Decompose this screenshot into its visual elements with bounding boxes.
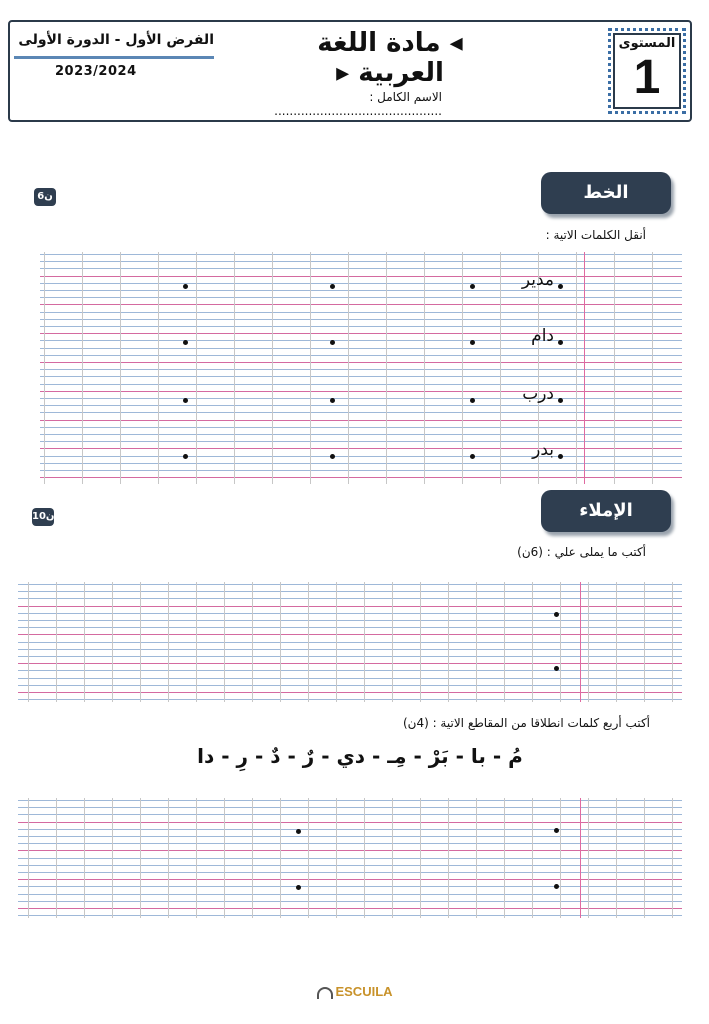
grid-column-line: [224, 798, 225, 918]
grid-column-line: [280, 798, 281, 918]
ruled-line: [40, 456, 682, 457]
bullet-dot: [554, 884, 559, 889]
bullet-dot: [183, 454, 188, 459]
ruled-paper-syllables[interactable]: [18, 798, 682, 918]
bullet-dot: [330, 284, 335, 289]
ruled-line: [40, 326, 682, 327]
ruled-line: [18, 649, 682, 650]
bullet-dot: [470, 340, 475, 345]
ruled-line: [18, 613, 682, 614]
grid-column-line: [588, 582, 589, 702]
bullet-dot: [558, 284, 563, 289]
section-heading-dictation: الإملاء: [541, 490, 671, 532]
grid-column-line: [28, 582, 29, 702]
logo-text: ESCUILA: [335, 984, 393, 999]
ruled-line: [40, 405, 682, 406]
ruled-line: [18, 670, 682, 671]
bullet-dot: [470, 398, 475, 403]
ruled-line: [18, 850, 682, 851]
ruled-line: [40, 355, 682, 356]
ruled-line: [18, 656, 682, 657]
ruled-line: [18, 901, 682, 902]
bullet-dot: [558, 398, 563, 403]
grid-column-line: [560, 798, 561, 918]
ruled-line: [40, 268, 682, 269]
grid-column-line: [84, 582, 85, 702]
level-label: المستوى: [618, 36, 676, 51]
grid-column-line: [504, 798, 505, 918]
grid-column-line: [672, 582, 673, 702]
grid-column-line: [56, 582, 57, 702]
instruction-dictation: أكتب ما يملى علي : (6ن): [517, 545, 646, 559]
grid-column-line: [476, 798, 477, 918]
grid-column-line: [196, 252, 197, 484]
bullet-dot: [470, 284, 475, 289]
grid-column-line: [84, 798, 85, 918]
ruled-line: [40, 362, 682, 363]
bullet-dot: [558, 340, 563, 345]
grid-column-line: [234, 252, 235, 484]
grid-column-line: [644, 798, 645, 918]
ruled-line: [18, 692, 682, 693]
grid-column-line: [310, 252, 311, 484]
ruled-line: [18, 915, 682, 916]
grid-column-line: [392, 582, 393, 702]
grid-column-line: [140, 582, 141, 702]
grid-column-line: [56, 798, 57, 918]
grid-column-line: [252, 582, 253, 702]
level-number: 1: [633, 51, 661, 104]
grid-column-line: [504, 582, 505, 702]
score-badge-handwriting: 6ن: [34, 188, 56, 206]
grid-column-line: [476, 582, 477, 702]
grid-column-line: [252, 798, 253, 918]
ruled-line: [40, 391, 682, 392]
ruled-line: [18, 807, 682, 808]
margin-line: [580, 798, 581, 918]
grid-column-line: [588, 798, 589, 918]
grid-column-line: [448, 798, 449, 918]
ruled-line: [18, 634, 682, 635]
ruled-line: [40, 312, 682, 313]
ruled-line: [40, 369, 682, 370]
ruled-line: [18, 908, 682, 909]
bullet-dot: [183, 398, 188, 403]
ruled-line: [18, 836, 682, 837]
school-year: 2023/2024: [55, 64, 137, 79]
ruled-line: [40, 398, 682, 399]
ruled-paper-handwriting[interactable]: [40, 252, 682, 484]
grid-column-line: [28, 798, 29, 918]
copy-word: دام: [531, 326, 554, 346]
margin-line: [580, 582, 581, 702]
ruled-line: [40, 340, 682, 341]
ruled-line: [18, 894, 682, 895]
grid-column-line: [196, 582, 197, 702]
ruled-line: [18, 584, 682, 585]
grid-column-line: [272, 252, 273, 484]
grid-column-line: [364, 582, 365, 702]
grid-column-line: [424, 252, 425, 484]
ruled-line: [40, 384, 682, 385]
grid-column-line: [168, 582, 169, 702]
bullet-dot: [330, 454, 335, 459]
grid-column-line: [112, 798, 113, 918]
ruled-line: [18, 858, 682, 859]
exam-title-underline: [14, 56, 214, 59]
ruled-line: [18, 598, 682, 599]
ruled-line: [40, 261, 682, 262]
ruled-line: [18, 829, 682, 830]
grid-column-line: [348, 252, 349, 484]
margin-line: [584, 252, 585, 484]
grid-column-line: [652, 252, 653, 484]
grid-column-line: [560, 582, 561, 702]
grid-column-line: [644, 582, 645, 702]
ruled-line: [18, 822, 682, 823]
ruled-line: [40, 448, 682, 449]
escuila-logo: [300, 984, 410, 999]
ruled-line: [40, 427, 682, 428]
ruled-line: [40, 412, 682, 413]
grid-column-line: [532, 582, 533, 702]
grid-column-line: [140, 798, 141, 918]
grid-column-line: [420, 582, 421, 702]
ruled-line: [40, 434, 682, 435]
ruled-line: [18, 865, 682, 866]
ruled-line: [40, 470, 682, 471]
grid-column-line: [308, 798, 309, 918]
ruled-line: [40, 348, 682, 349]
ruled-line: [40, 376, 682, 377]
ruled-line: [40, 477, 682, 478]
grid-column-line: [112, 582, 113, 702]
grid-column-line: [448, 582, 449, 702]
bullet-dot: [554, 612, 559, 617]
ruled-line: [18, 699, 682, 700]
score-badge-dictation: 10ن: [32, 508, 54, 526]
grid-column-line: [196, 798, 197, 918]
ruled-line: [40, 283, 682, 284]
grid-column-line: [280, 582, 281, 702]
grid-column-line: [500, 252, 501, 484]
grid-column-line: [336, 582, 337, 702]
grid-column-line: [168, 798, 169, 918]
bullet-dot: [330, 340, 335, 345]
full-name-field[interactable]: الاسم الكامل : ............................................: [274, 90, 442, 118]
bullet-dot: [554, 666, 559, 671]
ruled-line: [40, 276, 682, 277]
subject-title: ◂ مادة اللغة العربية ▸: [317, 28, 463, 88]
bullet-dot: [296, 885, 301, 890]
copy-word: بدر: [532, 440, 554, 460]
bullet-dot: [554, 828, 559, 833]
grid-column-line: [120, 252, 121, 484]
copy-word: درب: [522, 384, 554, 404]
ruled-line: [40, 333, 682, 334]
grid-column-line: [386, 252, 387, 484]
grid-column-line: [616, 582, 617, 702]
bullet-dot: [183, 340, 188, 345]
ruled-line: [40, 254, 682, 255]
ruled-line: [40, 304, 682, 305]
ruled-line: [18, 591, 682, 592]
syllables-line: مُ - با - بَرْ - مِـ - دي - رٌ - دٌ - رِ - دا: [197, 744, 523, 768]
section-heading-handwriting: الخط: [541, 172, 671, 214]
ruled-line: [18, 685, 682, 686]
grid-column-line: [364, 798, 365, 918]
ruled-line: [18, 886, 682, 887]
bullet-dot: [330, 398, 335, 403]
ruled-line: [40, 297, 682, 298]
grid-column-line: [616, 798, 617, 918]
ruled-line: [40, 463, 682, 464]
grid-column-line: [576, 252, 577, 484]
ruled-line: [18, 627, 682, 628]
ruled-line: [18, 606, 682, 607]
ruled-line: [18, 800, 682, 801]
ruled-line: [40, 441, 682, 442]
ruled-line: [18, 642, 682, 643]
ruled-line: [18, 843, 682, 844]
grid-column-line: [672, 798, 673, 918]
grid-column-line: [44, 252, 45, 484]
grid-column-line: [308, 582, 309, 702]
bullet-dot: [470, 454, 475, 459]
grid-column-line: [224, 582, 225, 702]
ruled-line: [18, 814, 682, 815]
copy-word: مدير: [521, 270, 554, 290]
bullet-dot: [296, 829, 301, 834]
ruled-line: [40, 420, 682, 421]
exam-title: الفرض الأول - الدورة الأولى: [18, 32, 214, 48]
grid-column-line: [532, 798, 533, 918]
grid-column-line: [614, 252, 615, 484]
ruled-paper-dictation[interactable]: [18, 582, 682, 702]
ruled-line: [18, 663, 682, 664]
grid-column-line: [336, 798, 337, 918]
grid-column-line: [158, 252, 159, 484]
ruled-line: [18, 872, 682, 873]
instruction-copy-words: أنقل الكلمات الاتية :: [545, 228, 646, 242]
grid-column-line: [392, 798, 393, 918]
instruction-syllables: أكتب أربع كلمات انطلاقا من المقاطع الاتية : (4ن): [402, 716, 650, 730]
bullet-dot: [183, 284, 188, 289]
grid-column-line: [420, 798, 421, 918]
grid-column-line: [462, 252, 463, 484]
bullet-dot: [558, 454, 563, 459]
ruled-line: [40, 319, 682, 320]
grid-column-line: [82, 252, 83, 484]
ruled-line: [18, 879, 682, 880]
ruled-line: [18, 620, 682, 621]
ruled-line: [18, 678, 682, 679]
house-icon: [317, 987, 333, 999]
ruled-line: [40, 290, 682, 291]
